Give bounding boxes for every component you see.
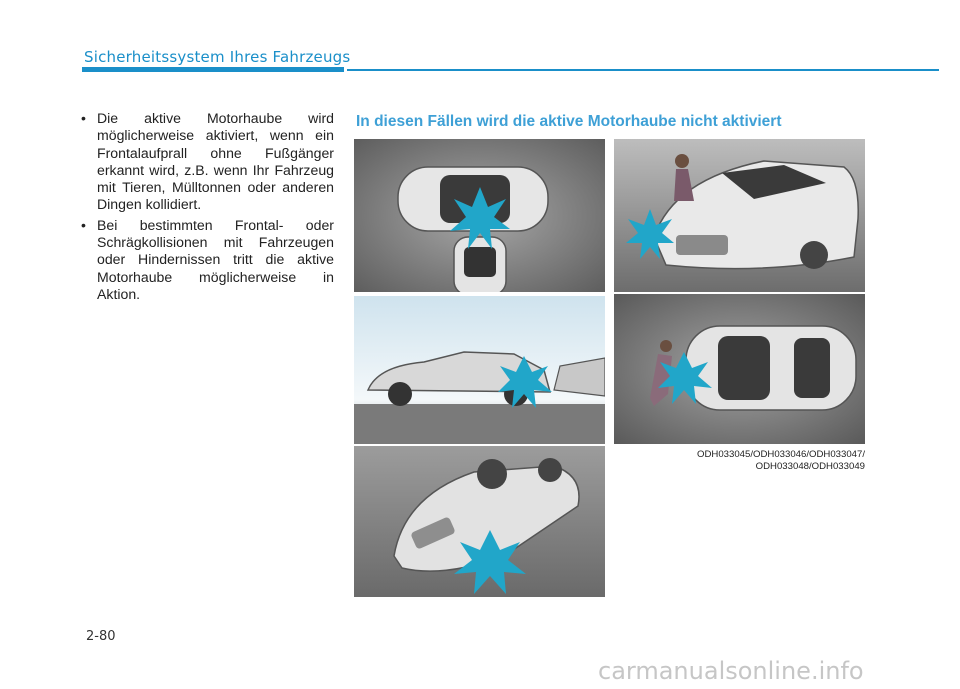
caption-line: ODH033045/ODH033046/ODH033047/ <box>697 449 865 460</box>
illustration-pedestrian-front <box>614 139 865 292</box>
page-number: 2-80 <box>86 629 116 644</box>
caption-line: ODH033048/ODH033049 <box>755 460 865 472</box>
section-header-title: Sicherheitssystem Ihres Fahrzeugs <box>84 48 351 66</box>
illustration-rollover <box>354 446 605 597</box>
bullet-list <box>78 110 334 306</box>
bullet-item <box>78 110 334 214</box>
illustration-side-view-collision <box>354 296 605 444</box>
bullet-marker: • <box>81 110 86 126</box>
header-rule <box>347 69 939 71</box>
bullet-marker: • <box>81 216 86 233</box>
section-heading: In diesen Fällen wird die aktive Motorhaube nicht aktiviert <box>356 113 782 130</box>
figure-caption <box>616 449 865 472</box>
watermark: carmanualsonline.info <box>598 657 864 685</box>
bullet-text: Die aktive Motorhaube wird möglicherweise aktiviert, wenn ein Frontalaufprall ohne Fußgänger erkannt wird, z.B. wenn Ihr Fahrzeug mit Tieren, Mülltonnen oder anderen Dingen kollidiert. <box>97 110 334 213</box>
bullet-item <box>78 217 334 303</box>
bullet-text: Bei bestimmten Frontal- oder Schrägkollisionen mit Fahrzeugen oder Hindernissen tritt die aktive Motorhaube möglicherweise in Aktion. <box>97 216 334 302</box>
header-accent-bar <box>82 67 344 72</box>
illustration-pedestrian-top-view <box>614 294 865 444</box>
illustration-side-impact-top-view <box>354 139 605 292</box>
